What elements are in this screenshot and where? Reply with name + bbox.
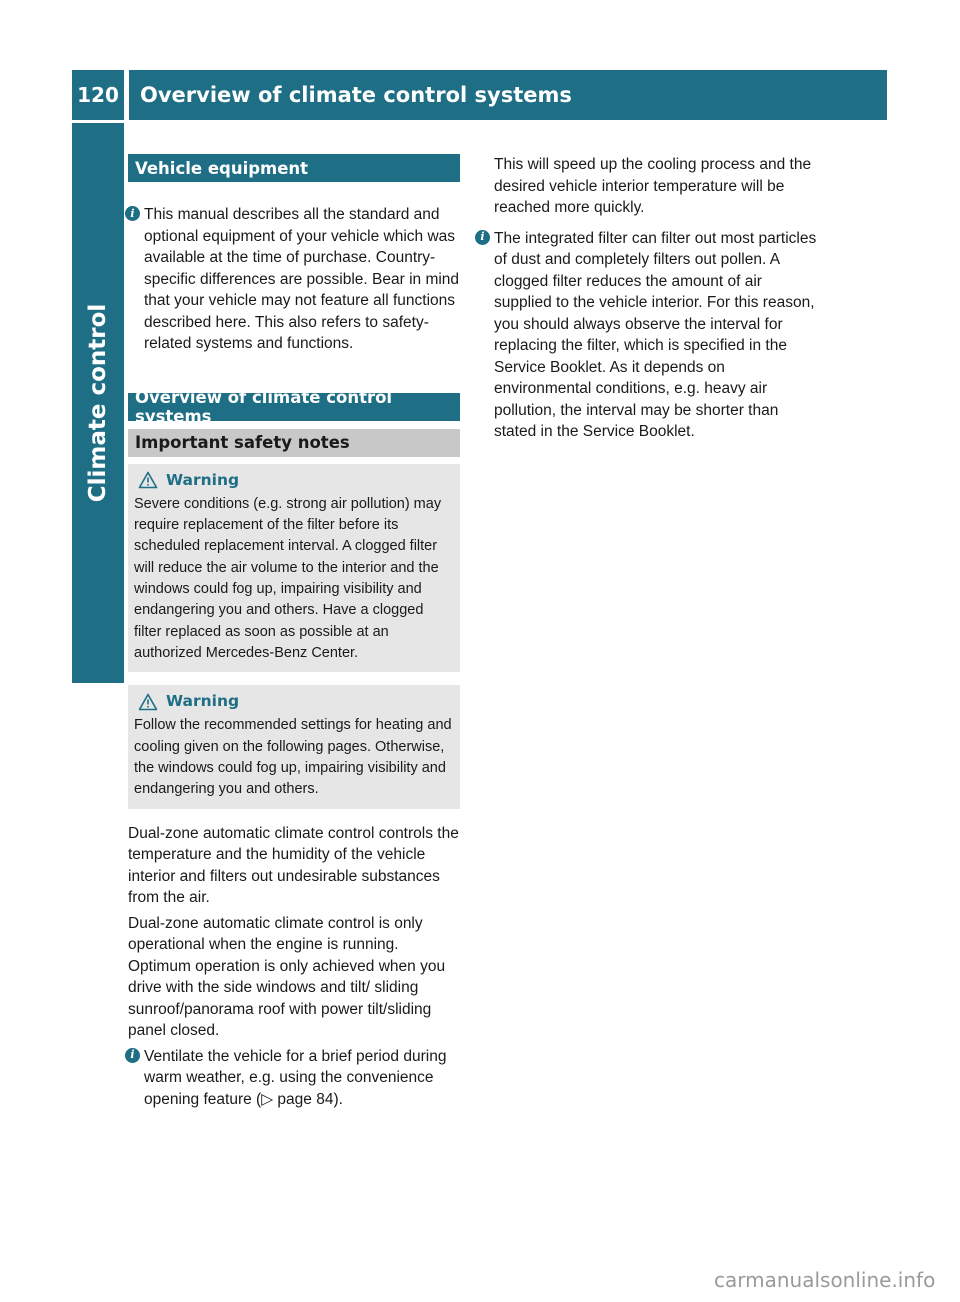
filter-text: The integrated filter can filter out most particles of dust and completely filters out pollen. A clogged filter reduces the amount of air supplied to the vehicle interior. For this reason, you should always observe the interval for replacing the filter, which is specified in the Service Booklet. As it depends on environmental conditions, e.g. heavy air pollution, the interval may be shorter than stated in the Service Booklet.: [494, 229, 817, 440]
warning-box-1: [128, 464, 460, 673]
warning-triangle-icon: [138, 471, 158, 489]
vehicle-equipment-text: This manual describes all the standard and optional equipment of your vehicle which was available at the time of purchase. Country-specific differences are possible. Bear in mind that your vehicle may not feature all functions described here. This also refers to safety-related systems and functions.: [144, 206, 460, 352]
safety-notes-subheading: Important safety notes: [128, 429, 460, 457]
page-header-title: Overview of climate control systems: [129, 70, 887, 120]
vehicle-equipment-note: [128, 204, 460, 355]
right-column: [478, 154, 818, 443]
warning-title-2: [134, 691, 453, 712]
left-column: [128, 154, 460, 1110]
filter-note: [478, 228, 818, 443]
warning-text-1: Severe conditions (e.g. strong air pollution) may require replacement of the filter before its scheduled replacement interval. A clogged filter will reduce the air volume to the interior and the windows could fog up, impairing visibility and endangering you and others. Have a clogged filter replaced as soon as possible at an authorized Mercedes-Benz Center.: [134, 495, 442, 661]
warning-title-1-text: Warning: [166, 470, 240, 489]
climate-control-paragraph-1: Dual-zone automatic climate control controls the temperature and the humidity of the vehicle interior and filters out undesirable substances from the air.: [128, 824, 459, 907]
warning-triangle-icon: [138, 693, 158, 711]
info-icon: i: [125, 206, 140, 221]
side-chapter-label: Climate control: [85, 303, 111, 503]
overview-heading: Overview of climate control systems: [128, 393, 460, 421]
page-number: 120: [72, 70, 124, 120]
side-chapter-label-wrap: [72, 123, 124, 683]
warning-title-2-text: Warning: [166, 692, 240, 711]
cooling-paragraph: This will speed up the cooling process and the desired vehicle interior temperature will be reached more quickly.: [494, 156, 812, 216]
warning-box-2: [128, 685, 460, 808]
side-chapter-tab: [72, 123, 124, 683]
warning-title-1: [134, 470, 453, 491]
ventilate-text: Ventilate the vehicle for a brief period during warm weather, e.g. using the convenience opening feature (▷ page 84).: [144, 1047, 447, 1108]
ventilate-note: [128, 1046, 460, 1111]
info-icon: i: [475, 230, 490, 245]
climate-control-paragraph-2: Dual-zone automatic climate control is only operational when the engine is running. Optimum operation is only achieved when you drive with the side windows and tilt/ sliding sunroof/panorama roof with power tilt/sliding panel closed.: [128, 914, 446, 1040]
warning-text-2: Follow the recommended settings for heating and cooling given on the following pages. Otherwise, the windows could fog up, impairing visibility and endangering you and others.: [134, 717, 452, 798]
vehicle-equipment-heading: Vehicle equipment: [128, 154, 460, 182]
info-icon: i: [125, 1048, 140, 1063]
footer-watermark: carmanualsonline.info: [714, 1268, 936, 1292]
